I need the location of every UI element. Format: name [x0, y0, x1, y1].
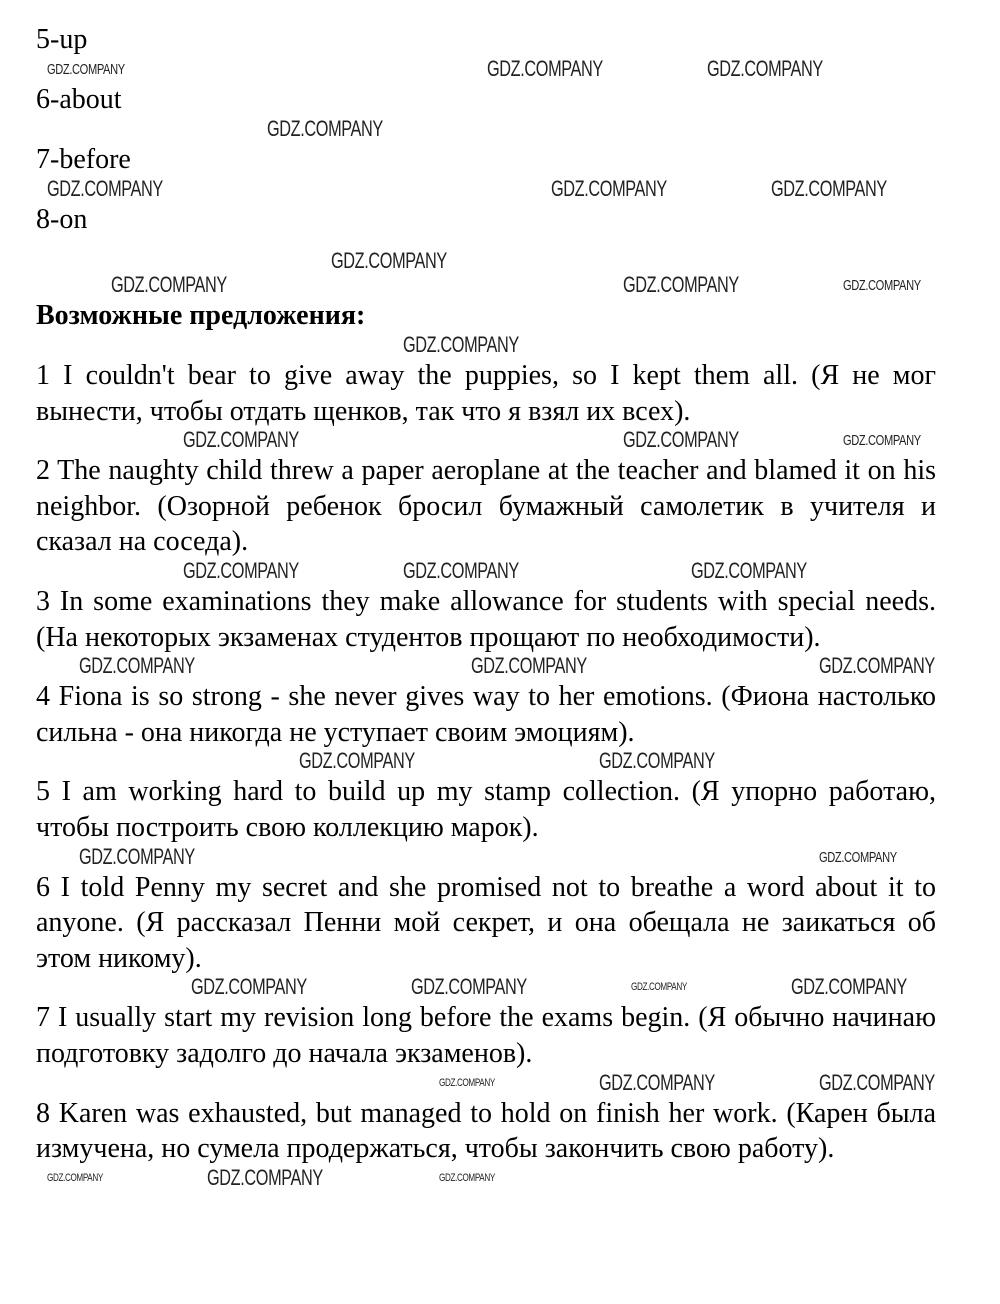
- watermark: GDZ.COMPANY: [487, 56, 603, 81]
- sentence-item: 1 I couldn't bear to give away the puppies, so I kept them all. (Я не мог вынести, чтобы отдать щенков, так что я взял их всех).: [36, 360, 936, 427]
- sentence-item: 3 In some examinations they make allowance for students with special needs. (На некоторых экзаменах студентов прощают по необходимости).: [36, 585, 936, 653]
- watermark: GDZ.COMPANY: [707, 56, 823, 81]
- watermark: GDZ.COMPANY: [471, 653, 587, 679]
- watermark-row: [0, 250, 1000, 274]
- watermark: GDZ.COMPANY: [843, 432, 921, 450]
- watermark: GDZ.COMPANY: [47, 176, 163, 201]
- watermark: GDZ.COMPANY: [191, 974, 307, 1000]
- watermark: GDZ.COMPANY: [79, 843, 195, 869]
- sentence-item: 7 I usually start my revision long before the exams begin. (Я обычно начинаю подготовку задолго до начала экзаменов).: [36, 1002, 936, 1069]
- watermark: GDZ.COMPANY: [551, 176, 667, 201]
- watermark-row: [0, 178, 1000, 202]
- watermark: GDZ.COMPANY: [47, 1171, 103, 1184]
- watermark: GDZ.COMPANY: [631, 981, 687, 994]
- sentence-item: 5 I am working hard to build up my stamp collection. (Я упорно работаю, чтобы построить свою коллекцию марок).: [36, 776, 936, 843]
- watermark-row: [0, 429, 1000, 453]
- watermark-row: [0, 274, 1000, 298]
- watermark-row: [0, 118, 1000, 142]
- watermark: GDZ.COMPANY: [79, 653, 195, 679]
- section-heading: Возможные предложения:: [36, 300, 366, 331]
- watermark-row: [0, 334, 1000, 358]
- watermark-row: [0, 976, 1000, 1000]
- watermark: GDZ.COMPANY: [623, 272, 739, 297]
- watermark: GDZ.COMPANY: [183, 427, 299, 453]
- watermark-row: [0, 58, 1000, 82]
- watermark-row: [0, 843, 1000, 870]
- watermark: GDZ.COMPANY: [267, 116, 383, 141]
- watermark-row: [0, 655, 1000, 679]
- watermark: GDZ.COMPANY: [819, 1069, 935, 1095]
- watermark: GDZ.COMPANY: [843, 277, 921, 294]
- sentence-item: 2 The naughty child threw a paper aeroplane at the teacher and blamed it on his neighbor. (Озорной ребенок бросил бумажный самолетик в учителя и сказал на соседа).: [36, 455, 936, 558]
- watermark: GDZ.COMPANY: [691, 557, 807, 583]
- watermark-row: [0, 1069, 1000, 1096]
- watermark: GDZ.COMPANY: [819, 848, 897, 866]
- answer-item: 6-about: [36, 84, 122, 115]
- watermark-row: [0, 557, 1000, 584]
- watermark: GDZ.COMPANY: [47, 61, 125, 78]
- watermark-row: [0, 750, 1000, 774]
- watermark: GDZ.COMPANY: [771, 176, 887, 201]
- answer-item: 5-up: [36, 24, 88, 55]
- watermark: GDZ.COMPANY: [207, 1164, 323, 1190]
- answer-item: 8-on: [36, 204, 88, 235]
- watermark: GDZ.COMPANY: [599, 1069, 715, 1095]
- watermark: GDZ.COMPANY: [439, 1171, 495, 1184]
- watermark: GDZ.COMPANY: [299, 748, 415, 774]
- watermark: GDZ.COMPANY: [599, 748, 715, 774]
- watermark: GDZ.COMPANY: [819, 653, 935, 679]
- watermark: GDZ.COMPANY: [403, 557, 519, 583]
- watermark: GDZ.COMPANY: [411, 974, 527, 1000]
- watermark: GDZ.COMPANY: [111, 272, 227, 297]
- answer-item: 7-before: [36, 144, 131, 175]
- sentence-item: 6 I told Penny my secret and she promised not to breathe a word about it to anyone. (Я рассказал Пенни мой секрет, и она обещала не заикаться об этом никому).: [36, 871, 936, 974]
- sentence-item: 4 Fiona is so strong - she never gives way to her emotions. (Фиона настолько сильна - она никогда не уступает своим эмоциям).: [36, 681, 936, 748]
- watermark: GDZ.COMPANY: [623, 427, 739, 453]
- sentence-item: 8 Karen was exhausted, but managed to hold on finish her work. (Карен была измучена, но сумела продержаться, чтобы закончить свою работу).: [36, 1097, 936, 1165]
- watermark: GDZ.COMPANY: [331, 248, 447, 273]
- watermark-row: [0, 1164, 1000, 1191]
- watermark: GDZ.COMPANY: [439, 1076, 495, 1089]
- watermark: GDZ.COMPANY: [183, 557, 299, 583]
- watermark: GDZ.COMPANY: [791, 974, 907, 1000]
- watermark: GDZ.COMPANY: [403, 332, 519, 357]
